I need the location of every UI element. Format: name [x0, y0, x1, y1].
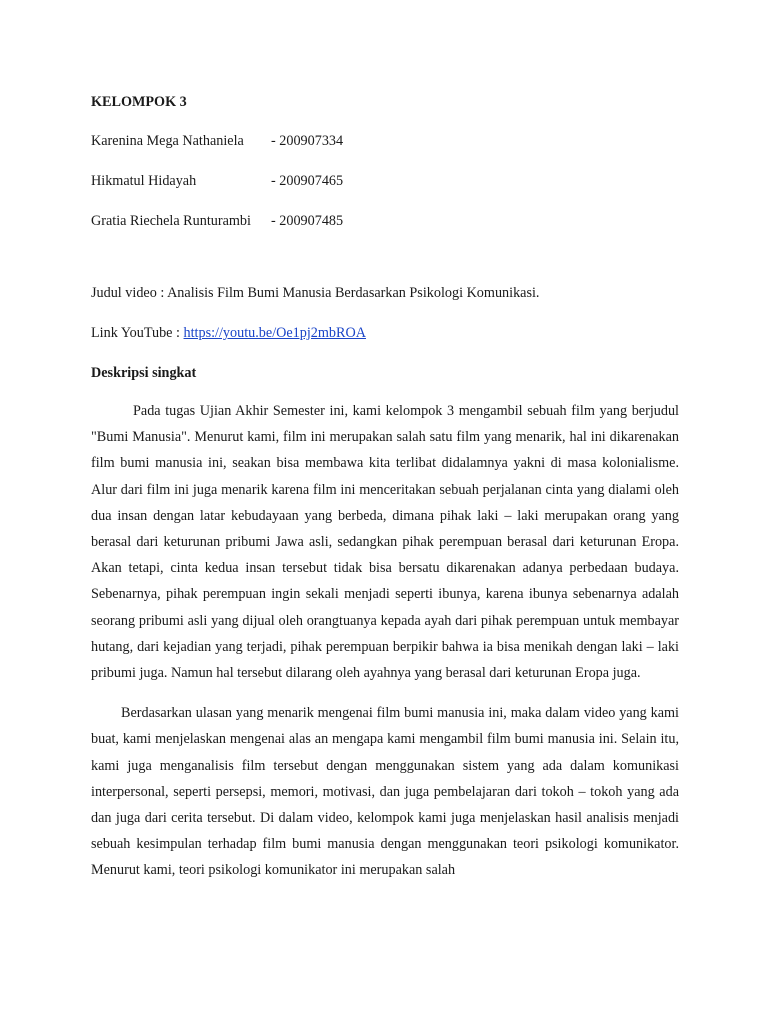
member-id: - 200907465: [271, 173, 344, 189]
member-id: - 200907334: [271, 133, 344, 149]
video-title: Judul video : Analisis Film Bumi Manusia Berdasarkan Psikologi Komunikasi.: [91, 285, 540, 301]
member-row: [91, 131, 679, 151]
description-heading: Deskripsi singkat: [91, 365, 197, 381]
youtube-link[interactable]: https://youtu.be/Oe1pj2mbROA: [183, 325, 366, 341]
member-name: Gratia Riechela Runturambi: [91, 213, 251, 229]
description-paragraph-2: Berdasarkan ulasan yang menarik mengenai film bumi manusia ini, maka dalam video yang kami buat, kami menjelaskan mengenai alas an mengapa kami mengambil film bumi manusia ini. Selain itu, kami juga menganalisis film tersebut dengan menggunakan sistem yang ada dalam komunikasi interpersonal, seperti persepsi, memori, motivasi, dan juga pembelajaran dari tokoh – tokoh yang ada dan juga dari cerita tersebut. Di dalam video, kelompok kami juga menjelaskan hasil analisis menjadi sebuah kesimpulan terhadap film bumi manusia dengan menggunakan teori psikologi komunikator. Menurut kami, teori psikologi komunikator ini merupakan salah: [91, 705, 679, 879]
member-name: Karenina Mega Nathaniela: [91, 133, 244, 149]
document-body: [91, 92, 679, 884]
description-paragraph-1: Pada tugas Ujian Akhir Semester ini, kami kelompok 3 mengambil sebuah film yang berjudul "Bumi Manusia". Menurut kami, film ini merupakan salah satu film yang menarik, hal ini dikarenakan film bumi manusia ini, seakan bisa membawa kita terlibat didalamnya yakni di masa kolonialisme. Alur dari film ini juga menarik karena film ini menceritakan sebuah perjalanan cinta yang dialami oleh dua insan dengan latar kebudayaan yang berbeda, dimana pihak laki – laki merupakan orang yang berasal dari keturunan pribumi Jawa asli, sedangkan pihak perempuan berasal dari keturunan Eropa. Akan tetapi, cinta kedua insan tersebut tidak bisa bersatu dikarenakan adanya perbedaan budaya. Sebenarnya, pihak perempuan ingin sekali menjadi seperti ibunya, karena ibunya sebenarnya adalah seorang pribumi asli yang dijual oleh orangtuanya kepada ayah dari pihak perempuan untuk membayar hutang, dari kejadian yang terjadi, pihak perempuan berpikir bahwa ia bisa menikah dengan laki – laki pribumi juga. Namun hal tersebut dilarang oleh ayahnya yang berasal dari keturunan Eropa juga.: [91, 403, 679, 682]
youtube-link-line: [91, 323, 679, 343]
member-row: [91, 171, 679, 191]
member-id: - 200907485: [271, 213, 344, 229]
member-list: [91, 131, 679, 231]
group-heading: KELOMPOK 3: [91, 94, 187, 110]
member-row: [91, 211, 679, 231]
member-name: Hikmatul Hidayah: [91, 173, 197, 189]
link-label: Link YouTube :: [91, 325, 184, 341]
